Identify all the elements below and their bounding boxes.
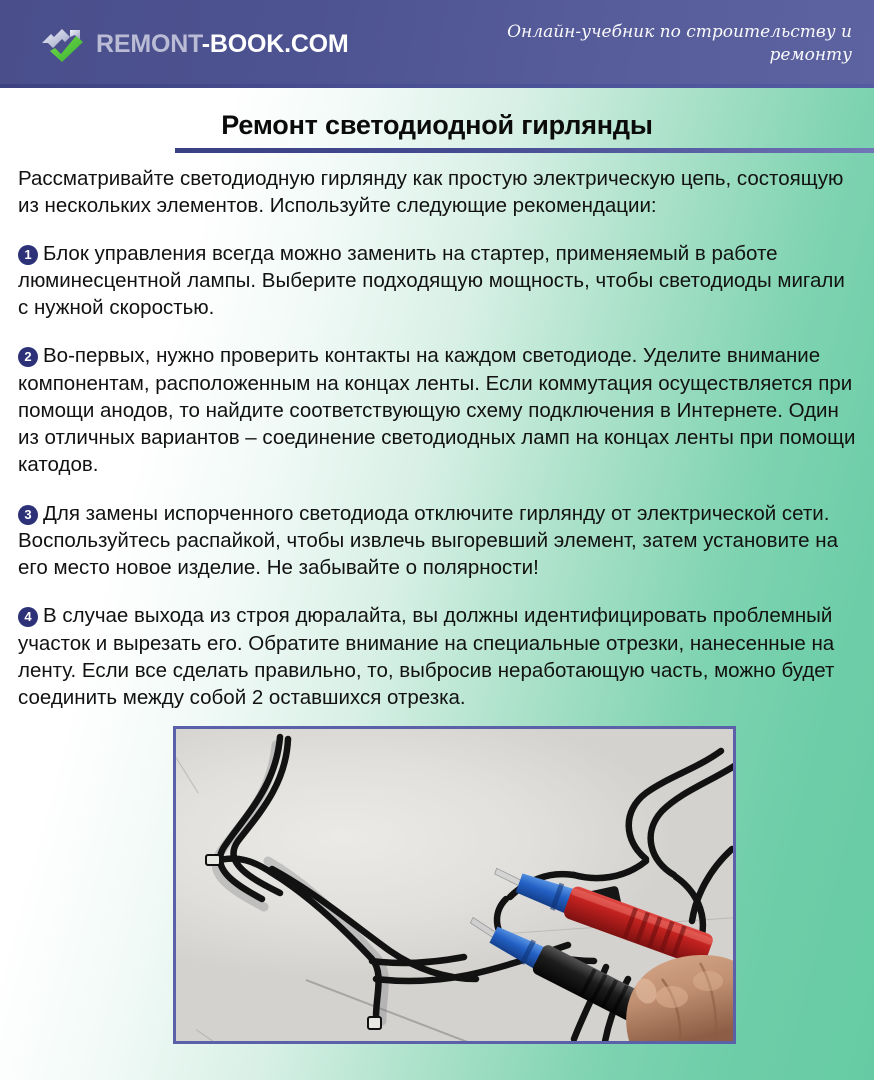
step-number-badge: 3	[18, 505, 38, 525]
photo-frame	[173, 726, 736, 1044]
step-item	[18, 602, 860, 711]
step-text: В случае выхода из строя дюралайта, вы должны идентифицировать проблемный участок и вырезать его. Обратите внимание на специальные отрезки, нанесенные на ленту. Если все сделать правильно, то, выбросив неработающую часть, можно будет соединить между собой 2 оставшихся отрезка.	[18, 604, 835, 709]
title-divider	[175, 148, 874, 153]
header-tagline: Онлайн-учебник по строительству и ремонту	[507, 22, 852, 65]
step-item	[18, 240, 860, 322]
brand-name-light: REMONT	[96, 29, 202, 58]
step-number-badge: 1	[18, 245, 38, 265]
step-item	[18, 500, 860, 582]
article-body	[0, 147, 874, 1044]
step-text: Блок управления всегда можно заменить на стартер, применяемый в работе люминесцентной лампы. Выберите подходящую мощность, чтобы светодиоды мигали с нужной скоростью.	[18, 241, 845, 319]
step-number-badge: 4	[18, 607, 38, 627]
multimeter-test-photo	[176, 729, 733, 1041]
step-number-badge: 2	[18, 347, 38, 367]
step-item	[18, 342, 860, 478]
brand-name-strong: -BOOK.COM	[201, 29, 349, 58]
zigzag-checkmark-logo-icon	[40, 24, 86, 64]
brand-wordmark	[96, 30, 349, 59]
article-figure	[18, 726, 860, 1044]
intro-paragraph: Рассматривайте светодиодную гирлянду как простую электрическую цепь, состоящую из нескольких элементов. Используйте следующие рекомендации:	[18, 167, 844, 218]
site-header	[0, 0, 874, 88]
step-text: Для замены испорченного светодиода отключите гирлянду от электрической сети. Воспользуйтесь распайкой, чтобы извлечь выгоревший элемент, затем установите на его место новое изделие. Не забывайте о полярности!	[18, 501, 838, 579]
step-text: Во-первых, нужно проверить контакты на каждом светодиоде. Уделите внимание компонентам, расположенным на концах ленты. Если коммутация осуществляется при помощи анодов, то найдите соответствующую схему подключения в Интернете. Один из отличных вариантов – соединение светодиодных ламп на концах ленты при помощи катодов.	[18, 344, 856, 477]
page-title: Ремонт светодиодной гирлянды	[221, 110, 653, 140]
site-logo[interactable]	[40, 24, 349, 64]
